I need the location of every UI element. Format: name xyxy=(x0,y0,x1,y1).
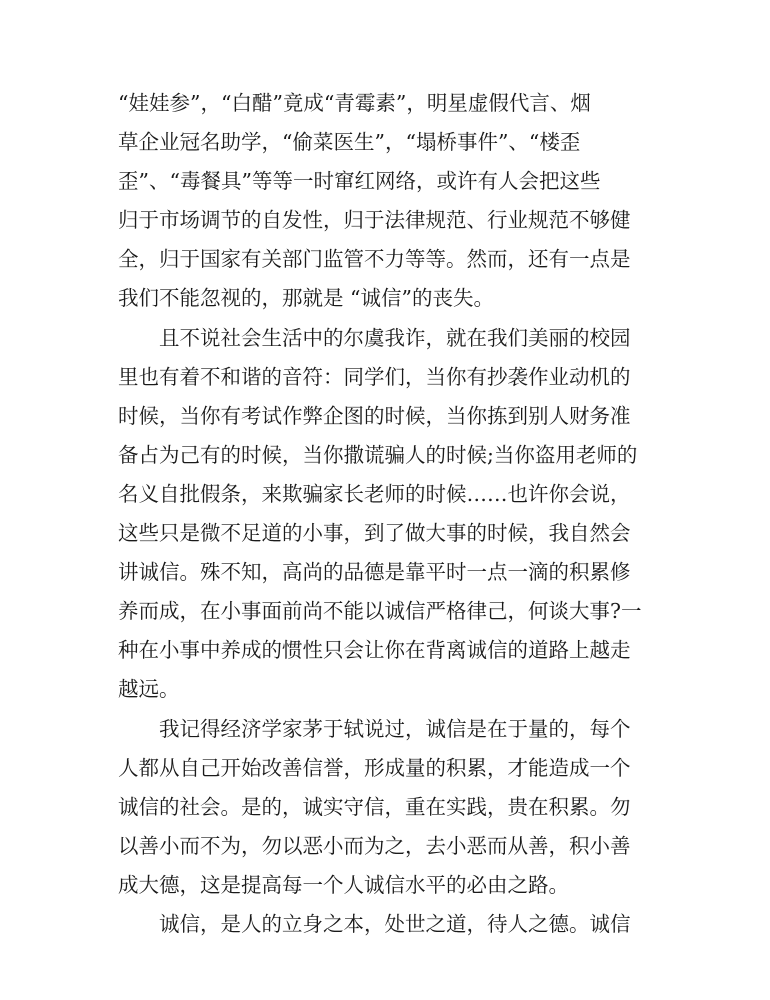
text-line: 备占为己有的时候，当你撒谎骗人的时候;当你盗用老师的 xyxy=(118,442,638,467)
paragraph-first-line: 我记得经济学家茅于轼说过，诚信是在于量的，每个 xyxy=(159,716,631,741)
text-line: 我们不能忽视的，那就是 “诚信”的丧失。 xyxy=(118,286,494,311)
text-line: 名义自批假条，来欺骗家长老师的时候……也许你会说， xyxy=(118,481,631,506)
text-line: 归于市场调节的自发性，归于法律规范、行业规范不够健 xyxy=(118,208,631,233)
paragraph-first-line: 且不说社会生活中的尔虞我诈，就在我们美丽的校园 xyxy=(159,325,631,350)
text-line: 这些只是微不足道的小事，到了做大事的时候，我自然会 xyxy=(118,521,631,546)
text-line: 讲诚信。殊不知，高尚的品德是靠平时一点一滴的积累修 xyxy=(118,560,631,585)
paragraph-first-line: 诚信，是人的立身之本，处世之道，待人之德。诚信 xyxy=(159,911,631,936)
text-line: 养而成，在小事面前尚不能以诚信严格律己，何谈大事?一 xyxy=(118,599,642,624)
body-text xyxy=(118,84,648,944)
text-line: 人都从自己开始改善信誉，形成量的积累，才能造成一个 xyxy=(118,755,631,780)
text-line: 时候，当你有考试作弊企图的时候，当你拣到别人财务准 xyxy=(118,403,631,428)
text-line: 歪”、“毒餐具”等等一时窜红网络，或许有人会把这些 xyxy=(118,169,601,194)
text-line: 全，归于国家有关部门监管不力等等。然而，还有一点是 xyxy=(118,247,631,272)
text-line: 里也有着不和谐的音符：同学们，当你有抄袭作业动机的 xyxy=(118,364,631,389)
text-line: 诚信的社会。是的，诚实守信，重在实践，贵在积累。勿 xyxy=(118,794,631,819)
text-line: 种在小事中养成的惯性只会让你在背离诚信的道路上越走 xyxy=(118,638,631,663)
text-line: 以善小而不为，勿以恶小而为之，去小恶而从善，积小善 xyxy=(118,833,631,858)
text-line: 草企业冠名助学，“偷菜医生”，“塌桥事件”、“楼歪 xyxy=(118,130,581,155)
text-line: 越远。 xyxy=(118,677,180,702)
text-line: “娃娃参”，“白醋”竟成“青霉素”，明星虚假代言、烟 xyxy=(118,91,591,115)
text-line: 成大德，这是提高每一个人诚信水平的必由之路。 xyxy=(118,872,569,897)
